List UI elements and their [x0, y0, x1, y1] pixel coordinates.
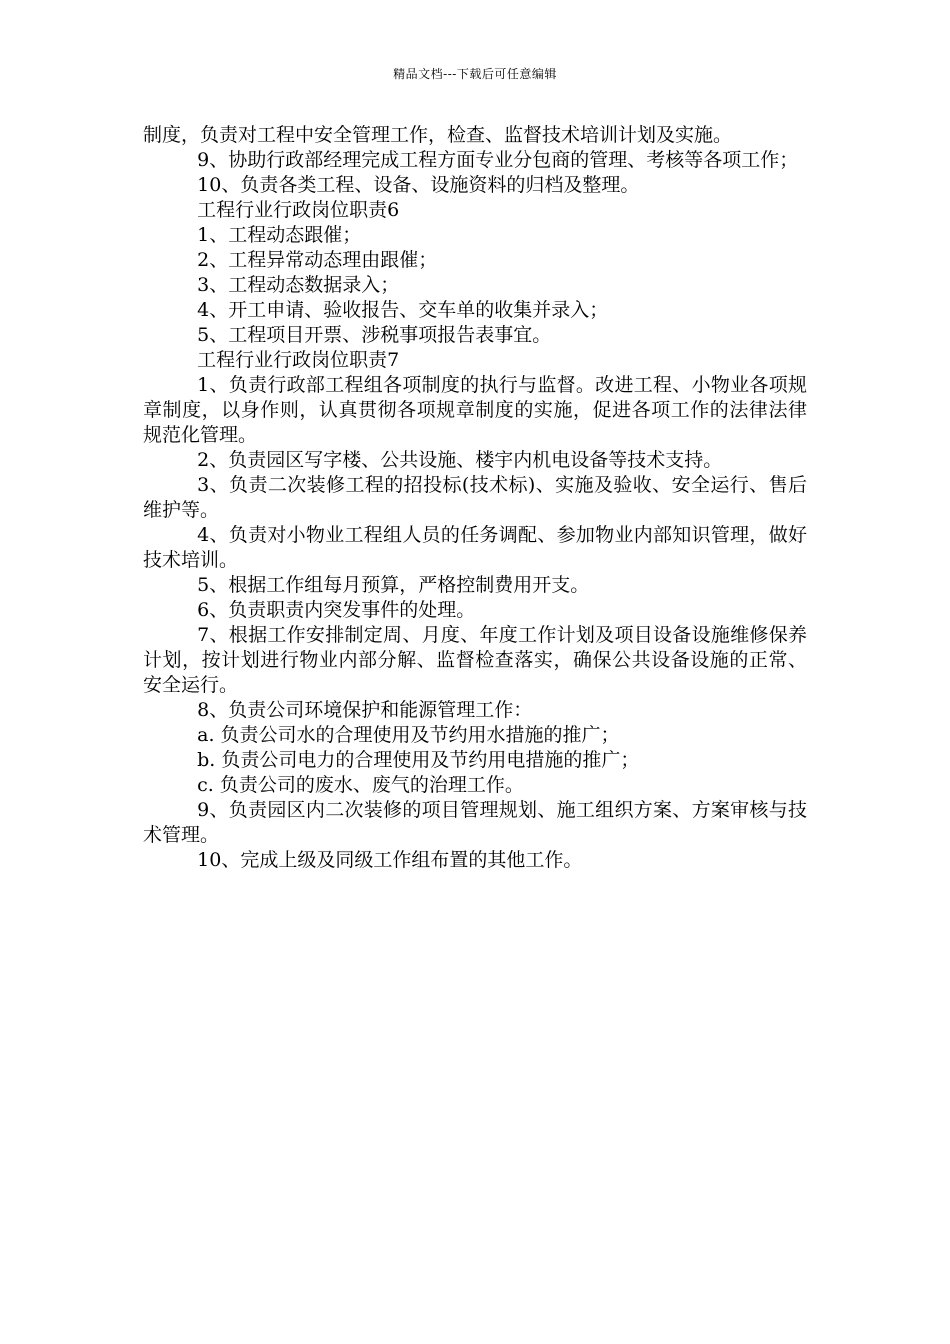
list-item: 2、工程异常动态理由跟催；	[197, 249, 438, 271]
list-item: 3、负责二次装修工程的招投标(技术标)、实施及验收、安全运行、售后维护等。	[143, 474, 807, 521]
list-item: 10、负责各类工程、设备、设施资料的归档及整理。	[197, 174, 640, 196]
section-heading: 工程行业行政岗位职责6	[197, 199, 400, 221]
list-item: 5、工程项目开票、涉税事项报告表事宜。	[197, 324, 552, 346]
document-body	[143, 123, 807, 873]
list-item: 7、根据工作安排制定周、月度、年度工作计划及项目设备设施维修保养计划，按计划进行物业内部分解、监督检查落实，确保公共设备设施的正常、安全运行。	[143, 624, 807, 696]
section-heading: 工程行业行政岗位职责7	[197, 349, 400, 371]
list-item: 6、负责职责内突发事件的处理。	[197, 599, 476, 621]
sub-list-item: b. 负责公司电力的合理使用及节约用电措施的推广；	[197, 749, 640, 771]
list-item: 1、工程动态跟催；	[197, 224, 362, 246]
list-item: 1、负责行政部工程组各项制度的执行与监督。改进工程、小物业各项规章制度，以身作则，认真贯彻各项规章制度的实施，促进各项工作的法律法律规范化管理。	[143, 374, 807, 446]
list-item: 8、负责公司环境保护和能源管理工作：	[197, 699, 533, 721]
list-item: 4、负责对小物业工程组人员的任务调配、参加物业内部知识管理，做好技术培训。	[143, 524, 807, 571]
sub-list-item: a. 负责公司水的合理使用及节约用水措施的推广；	[197, 724, 620, 746]
list-item: 3、工程动态数据录入；	[197, 274, 400, 296]
sub-list-item: c. 负责公司的废水、废气的治理工作。	[197, 774, 524, 796]
list-item: 10、完成上级及同级工作组布置的其他工作。	[197, 849, 583, 871]
page-header: 精品文档---下载后可任意编辑	[393, 67, 557, 81]
list-item: 4、开工申请、验收报告、交车单的收集并录入；	[197, 299, 609, 321]
list-item: 9、协助行政部经理完成工程方面专业分包商的管理、考核等各项工作；	[197, 149, 799, 171]
list-item: 2、负责园区写字楼、公共设施、楼宇内机电设备等技术支持。	[197, 449, 723, 471]
list-item: 9、负责园区内二次装修的项目管理规划、施工组织方案、方案审核与技术管理。	[143, 799, 807, 846]
list-item: 5、根据工作组每月预算，严格控制费用开支。	[197, 574, 590, 596]
paragraph-continued: 制度，负责对工程中安全管理工作，检查、监督技术培训计划及实施。	[143, 124, 733, 146]
